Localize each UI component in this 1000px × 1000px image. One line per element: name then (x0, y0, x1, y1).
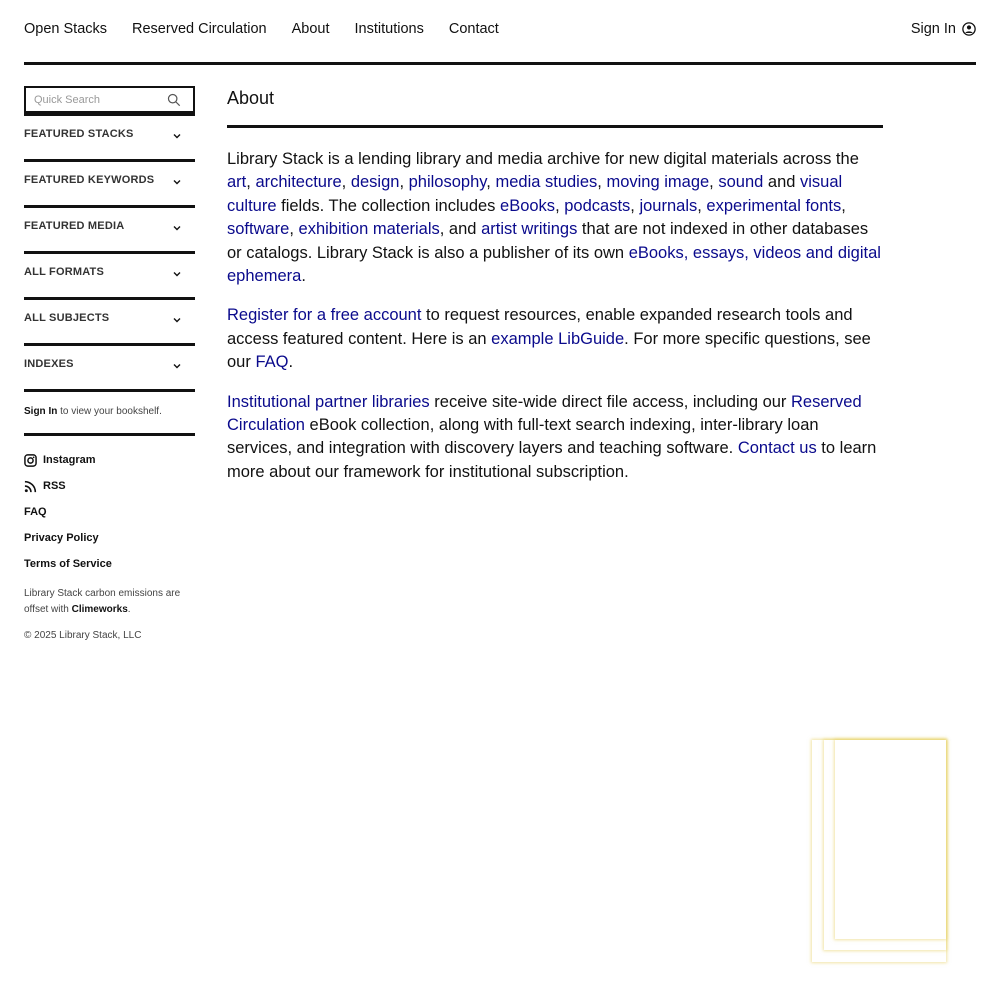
rss-label: RSS (43, 480, 66, 492)
paragraph-text: and (763, 173, 801, 192)
search-icon[interactable] (167, 93, 181, 107)
inline-link[interactable]: eBooks, essays, videos and digital ephemera (227, 243, 881, 286)
inline-link[interactable]: visual culture (227, 173, 843, 215)
top-nav (24, 0, 976, 65)
inline-link[interactable]: sound (718, 173, 764, 192)
about-paragraph-1 (227, 148, 883, 288)
accordion-label: FEATURED MEDIA (24, 220, 125, 232)
nav-reserved-circulation[interactable]: Reserved Circulation (132, 21, 267, 37)
inline-link[interactable]: experimental fonts (706, 196, 842, 215)
sign-in-button[interactable] (911, 21, 976, 37)
instagram-icon (24, 454, 37, 467)
nav-contact[interactable]: Contact (448, 21, 499, 37)
book-card-front (835, 740, 946, 939)
main-content (227, 86, 883, 484)
paragraph-text: , and (439, 220, 482, 239)
nav-open-stacks[interactable]: Open Stacks (24, 21, 108, 37)
footer-links (24, 454, 195, 584)
inline-link[interactable]: design (350, 173, 400, 192)
paragraph-text: . For more specific questions, see our (227, 329, 871, 372)
chevron-down-icon (173, 316, 181, 324)
bookshelf-note (24, 392, 195, 436)
accordion-label: FEATURED KEYWORDS (24, 174, 155, 186)
chevron-down-icon (173, 132, 181, 140)
chevron-down-icon (173, 362, 181, 370)
about-paragraph-3 (227, 391, 883, 485)
user-icon (962, 22, 976, 36)
carbon-end: . (127, 604, 131, 615)
inline-link[interactable]: exhibition materials (298, 220, 440, 239)
accordion-all-formats[interactable] (24, 251, 195, 297)
paragraph-text: , (630, 196, 640, 215)
accordion-label: INDEXES (24, 358, 74, 370)
privacy-policy-link[interactable]: Privacy Policy (24, 532, 99, 544)
nav-about[interactable]: About (291, 21, 330, 37)
inline-link[interactable]: architecture (255, 173, 342, 192)
nav-list (24, 21, 499, 37)
paragraph-text: , (555, 196, 565, 215)
paragraph-text: Library Stack is a lending library and media archive for new digital materials across the (227, 150, 859, 168)
chevron-down-icon (173, 270, 181, 278)
rss-link[interactable] (24, 480, 195, 506)
inline-link[interactable]: software (227, 220, 290, 239)
paragraph-text: , (841, 196, 846, 215)
climeworks-link[interactable]: Climeworks (71, 604, 128, 615)
inline-link[interactable]: artist writings (481, 220, 578, 239)
paragraph-text: to request resources, enable expanded research tools and access featured content. Here is an (227, 306, 853, 348)
inline-link[interactable]: FAQ (255, 353, 289, 372)
paragraph-text: . (288, 353, 294, 372)
rss-icon (24, 480, 37, 493)
instagram-label: Instagram (43, 454, 96, 466)
inline-link[interactable]: media studies (495, 173, 598, 192)
bookshelf-text: to view your bookshelf. (57, 406, 162, 417)
sidebar (24, 86, 195, 641)
page-title: About (227, 88, 883, 128)
accordion-label: FEATURED STACKS (24, 128, 134, 140)
accordion-featured-keywords[interactable] (24, 159, 195, 205)
accordion-featured-media[interactable] (24, 205, 195, 251)
paragraph-text: , (289, 220, 299, 239)
paragraph-text: , (399, 173, 409, 192)
chevron-down-icon (173, 224, 181, 232)
accordion-featured-stacks[interactable] (24, 113, 195, 159)
accordion-indexes[interactable] (24, 343, 195, 389)
about-paragraph-2 (227, 304, 883, 374)
accordion-label: ALL FORMATS (24, 266, 105, 278)
carbon-text: Library Stack carbon emissions are offset with (24, 588, 181, 615)
stacked-books-decoration (812, 740, 948, 964)
paragraph-text: , (697, 196, 707, 215)
paragraph-text: , (709, 173, 719, 192)
terms-of-service-link[interactable]: Terms of Service (24, 558, 112, 570)
inline-link[interactable]: art (227, 173, 247, 192)
paragraph-text: , (486, 173, 496, 192)
inline-link[interactable]: Institutional partner libraries (227, 392, 430, 411)
inline-link[interactable]: moving image (606, 173, 710, 192)
inline-link[interactable]: Contact us (737, 439, 817, 458)
inline-link[interactable]: Register for a free account (227, 306, 422, 325)
accordion-label: ALL SUBJECTS (24, 312, 110, 324)
inline-link[interactable]: podcasts (564, 196, 631, 215)
sign-in-label: Sign In (910, 21, 956, 37)
paragraph-text: , (597, 173, 607, 192)
paragraph-text: , (341, 173, 351, 192)
paragraph-text: that are not indexed in other databases or catalogs. Library Stack is also a publisher of its own (227, 220, 869, 262)
nav-institutions[interactable]: Institutions (354, 21, 424, 37)
inline-link[interactable]: philosophy (408, 173, 487, 192)
inline-link[interactable]: journals (639, 196, 698, 215)
quick-search (24, 86, 195, 113)
instagram-link[interactable] (24, 454, 195, 480)
copyright: © 2025 Library Stack, LLC (24, 630, 142, 641)
paragraph-text: eBook collection, along with full-text search indexing, inter-library loan services, and integration with discovery layers and teaching software. (227, 416, 819, 458)
accordion-all-subjects[interactable] (24, 297, 195, 343)
paragraph-text: . (301, 267, 306, 286)
paragraph-text: to learn more about our framework for institutional subscription. (227, 439, 877, 481)
inline-link[interactable]: eBooks (500, 196, 556, 215)
carbon-note (24, 586, 195, 618)
paragraph-text: fields. The collection includes (276, 196, 501, 215)
search-input[interactable] (26, 88, 154, 111)
faq-link[interactable]: FAQ (24, 506, 47, 518)
bookshelf-sign-in-link[interactable]: Sign In (24, 406, 58, 417)
paragraph-text: , (246, 173, 256, 192)
inline-link[interactable]: example LibGuide (491, 329, 625, 348)
chevron-down-icon (173, 178, 181, 186)
paragraph-text: receive site-wide direct file access, including our (429, 392, 792, 411)
inline-link[interactable]: Reserved Circulation (227, 392, 862, 435)
